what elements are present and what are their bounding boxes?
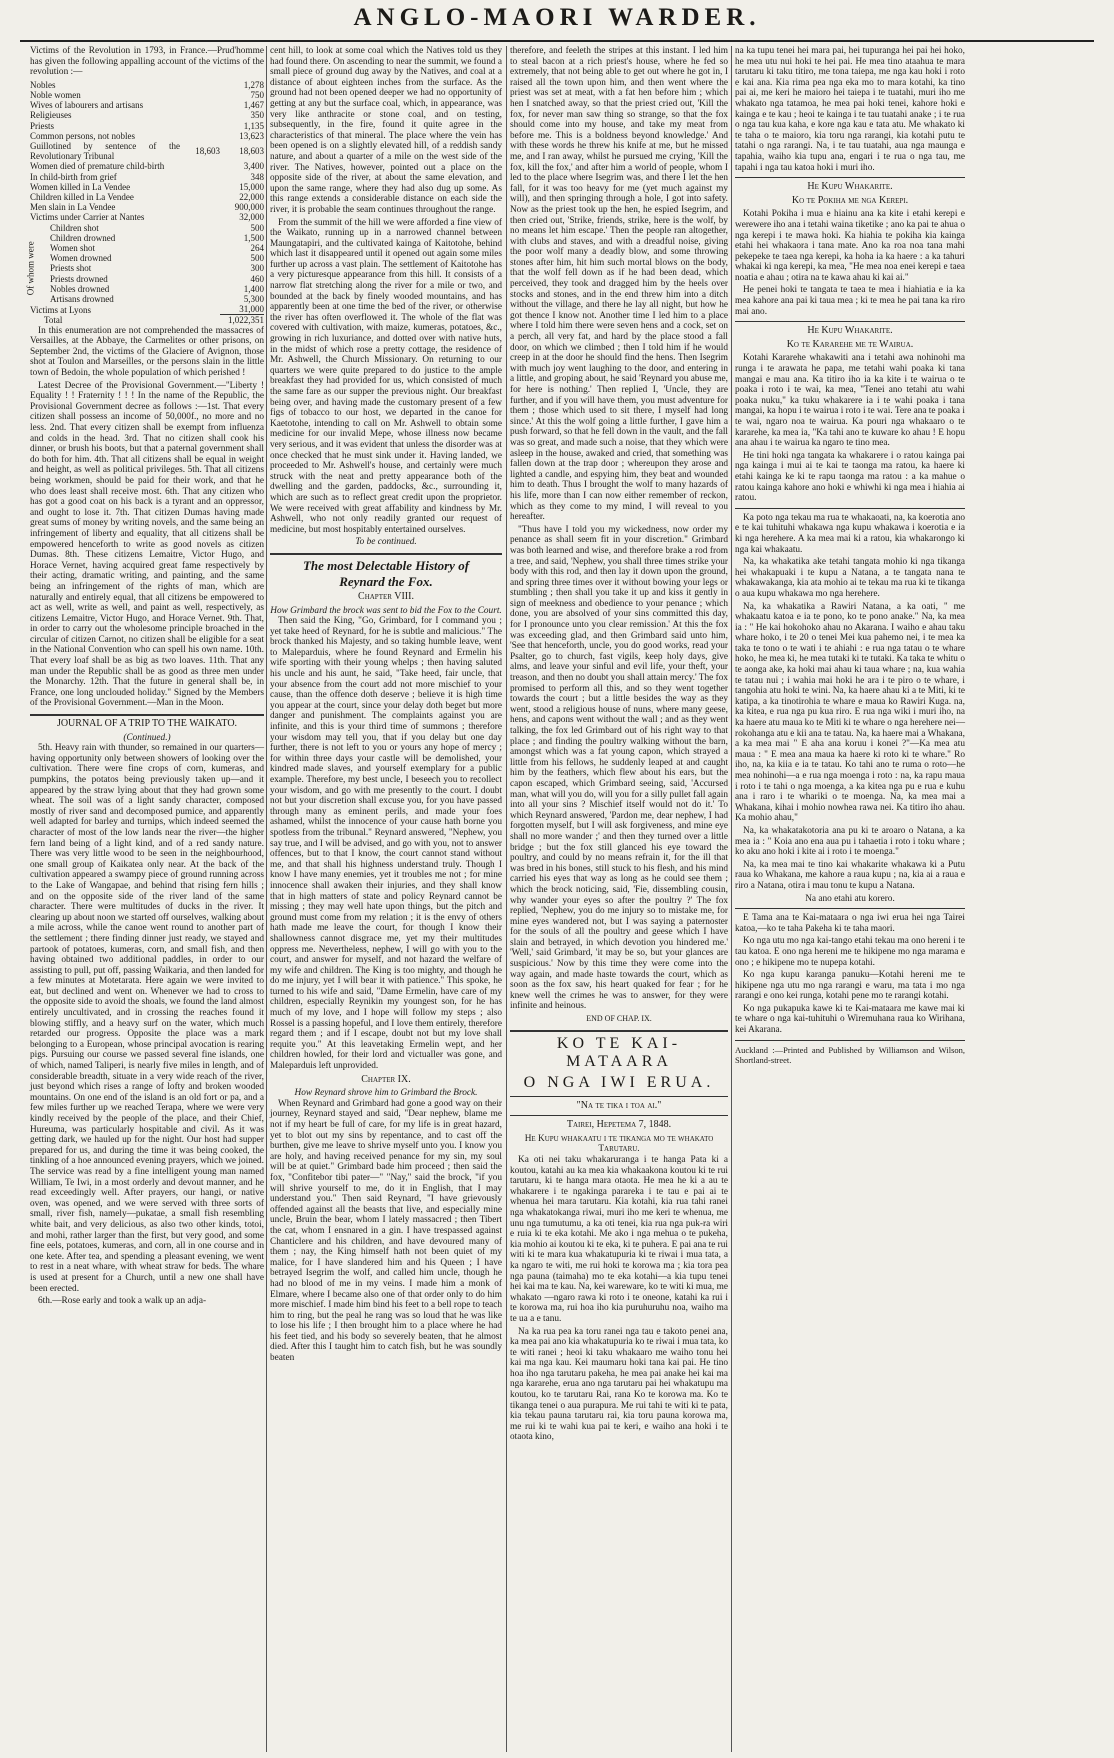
stat-total: 18,603 xyxy=(239,146,264,157)
chapter-9-subtitle: How Reynard shrove him to Grimbard the Brock. xyxy=(294,1088,478,1099)
stat-label: Women shot xyxy=(50,243,96,254)
fable-2-subtitle: Ko te Kararehe me te Wairua. xyxy=(786,338,914,350)
stat-row xyxy=(30,110,264,120)
court-story-5: Na, ka mea mai te tino kai whakarite whakawa ki a Putu raua ko Whakana, me kahore a raua kupu ; na, kia ai a raua e riro a Natana, otira i mau tonu te kupu a Natana. xyxy=(735,859,965,891)
fable-2-text: Kotahi Kararehe whakawiti ana i tetahi awa nohinohi ma runga i te arawata he papa, me tetahi wahi poaka ki tana mangai e mau ana. Ka titiro iho ia ka kite i te wairua o te poaka i roto i te wai, ka mea, "Tenei ano tetahi atu wahi poaka nuku," ka tuku whakarere ia i te wahi poaka i tana mangai, ka hopu i te wairua i roto i te wai. Tere ana te poaka i te wai, ngaro noa te wairua. Ka pouri nga whakaaro o te kararehe, ka mea ia, "Ka tahi ano te kuware ko ahau ! E hopu ana ahau i te wairua ka ngaro te tino mea. xyxy=(735,353,965,449)
motto-rule xyxy=(510,1115,728,1116)
total-row: Total 1,022,351 xyxy=(44,315,264,326)
stat-total: 22,000 xyxy=(239,192,264,203)
chapter-9-heading: Chapter IX. xyxy=(361,1073,411,1085)
court-story-2: Na, ka whakatika ake tetahi tangata mohio ki nga tikanga hei whakapuaki i te kupu a Natana, a te tangata nana te whakawakanga, kia ata mohio ai te tekau ma rua ki te tikanga o aua kupu whakawa mo nga herehere. xyxy=(735,557,965,599)
stat-label: Men slain in La Vendee xyxy=(30,202,116,213)
stat-label: Wives of labourers and artisans xyxy=(30,100,144,111)
stat-value: 1,135 xyxy=(243,120,264,131)
maori-title-line-1: KO TE KAI-MATAARA xyxy=(556,1034,682,1070)
notice-2: Ko nga utu mo nga kai-tango etahi tekau ma ono hereni i te tau katoa. E ono nga hereni me te hikipene mo nga marama e ono ; e hikipene mo te nupepa kotahi. xyxy=(735,936,965,968)
journal-6th: 6th.—Rose early and took a walk up an adja- xyxy=(38,1296,207,1307)
stat-value: 1,278 xyxy=(243,79,264,90)
stat-value: 1,500 xyxy=(243,232,264,243)
stat-value: 460 xyxy=(250,273,264,284)
stat-row xyxy=(30,161,264,171)
stat-row xyxy=(30,141,264,161)
stat-row xyxy=(50,223,264,233)
stat-label: Women drowned xyxy=(50,253,112,264)
stat-value xyxy=(180,172,220,182)
masthead: ANGLO-MAORI WARDER. xyxy=(353,4,761,31)
maori-paragraph-1: Ka oti nei taku whakaruranga i te hanga Pata ki a koutou, katahi au ka mea kia whakaakona koutou ki te rui tarutaru, ki te hanga mara otaota. He mea he ki a au te whakarere i te ngakinga parareka i te tau e pai ai te whenua hei mara tarutaru. Kia kotahi, kia rua tahi ranei nga whakatokanga riwai, muri iho me keri te whenua, me unu nga tumutumu, a ka oti tenei, kia rua nga puk-ra wiri e ruia ki te eka kotahi. Me ako i nga mehua o te pukeha, kia mohio ai koutou ki te eka, ki te puhera. E pai ana te rui witi ki te mara kua whakatupuria ki te riwai i mua tata, a ka ngaro te witi, me rui hoki te korowa ma ; kia tora pea nga pauna (taimaha) mo te eka kotahi—a kia tupu tenei hei kai ma te kau. Na, kei wareware, ko te witi ki mua, me whakato —ngaro rawa ki roto i te oneone, katahi ka rui i te korowa ma, rui hoa iho kia puruhuruhu noa, waiho ma te ua a e tanu. xyxy=(510,1155,728,1324)
stat-value: 1,400 xyxy=(243,283,264,294)
notice-4: Ko nga pukapuka kawe ki te Kai-mataara me kawe mai ki te whare o nga kai-tuhituhi o Wiremuhana raua ko Wirihana, kei Akarana. xyxy=(735,1003,965,1036)
lyons-row: Victims at Lyons 31,000 xyxy=(30,304,264,315)
maori-continuation: na ka tupu tenei hei mara pai, hei tupuranga hei pai hei hoko, he mea utu nui hoki te hei pai. He mea tino ataahua te mara tarutaru ki taku titiro, me tona taiepa, me nga kau hoki i roto e kai ana. Kia rima pea nga eka mo to mara kotahi, ka tino pai ai, me keri he maioro hei taiepa i te tuatahi, muri iho me whakato nga tatamoa, he mea pai hoki tenei, kahore hoki e kainga e te kau ; heoi te kainga i te tau tuatahi anake ; i te rua o nga tau kua kaha, e kore nga kau e tata atu. Me whakato ki te taha o te maioro, kia toru nga rarangi, kia kotahi putu te tatahi o nga rarangi. Na, i te tau tuatahi, aua nga maunga e tapahia, waiho kia tupu ana, engari i te rua o nga tau, me tapahi i nga tau katoa hoki i muri iho. xyxy=(735,46,965,173)
journal-continuation-2: From the summit of the hill we were afforded a fine view of the Waikato, running up in a narrowed channel between Maungatapiri, and the cultivated kainga of Kaitotohe, behind which last it disappeared until it opened out again some miles further up across a vast plain. The settlement of Kaitotohe has a very picturesque appearance from this hill. It consists of a narrow flat stretching along the river for a mile or two, and bounded at the back by finely wooded mountains, and has apparently been at one time the bed of the river, or otherwise the river has often overflowed it. The whole of the flat was covered with cultivation, with maize, kumeras, potatoes, &c., growing in rich luxuriance, and dotted over with native huts, in the midst of which rose a pretty cottage, the residence of Mr. Ashwell, the Church Missionary. On returning to our quarters we were quite prepared to do justice to the ample breakfast they had provided for us, which consisted of much the same fare as our supper the previous night. Our breakfast being over, and having made the customary present of a few figs of tobacco to our host, we departed in the canoe for Kaetotohe, intending to call on Mr. Ashwell to obtain some medicine for our invalid Mepe, whose illness now became very serious, and it was evident that unless the disorder was at once checked that he must sink under it. Having landed, we proceeded to Mr. Ashwell's house, and certainly were much struck with the neat and pretty appearance both of the dwelling and the garden, paddocks, &c., surrounding it, which are such as to reflect great credit upon the proprietor. We were received with great affability and kindness by Mr. Ashwell, who not only readily granted our request of medicine, but most hospitably entertained ourselves. xyxy=(270,217,502,535)
fable-1-heading: He Kupu Whakarite. xyxy=(807,181,893,193)
stat-label: Children shot xyxy=(50,222,99,233)
stat-row xyxy=(30,202,264,212)
stat-row xyxy=(50,233,264,243)
section-rule xyxy=(735,321,965,322)
victims-table-c xyxy=(50,223,264,305)
stat-total: 348 xyxy=(250,171,264,182)
stat-label: Nobles drowned xyxy=(50,283,110,294)
stat-total: 32,000 xyxy=(239,212,264,223)
victims-table-totals xyxy=(30,304,264,325)
stat-row xyxy=(30,80,264,90)
stat-value: 500 xyxy=(250,253,264,264)
stat-value xyxy=(180,161,220,171)
stat-row xyxy=(30,100,264,110)
stat-value: 13,623 xyxy=(239,130,264,141)
maori-paragraph-2: Na ka rua pea ka toru ranei nga tau e takoto penei ana, ka mea pai ano kia whakatupuria ko te riwai i mua tata, ko te witi ranei ; heoi ki taku whakaaro me waiho tonu hei kai ma nga kau. Kei maumaru hoki tana kai pai. He tino hoa iho nga tarutaru pakeha, he mea pai anake hei kai ma nga kararehe, erua ano nga tarutaru pai hei whakatupu ma koutou, ko te tarutaru Rai, rana Ko te korowa ma. Ko te tikanga tenei o aua purapura. Me rui tahi te witi ki te pata, kia tekau pauna tarutaru rai, kia toru pauna korowa ma, me rui ki te wahi kua pai te keri, e waiho ana hoki i te otaota kino, xyxy=(510,1326,728,1443)
journal-continued: (Continued.) xyxy=(123,732,171,743)
stat-row xyxy=(30,192,264,202)
stat-label: Religieuses xyxy=(30,110,72,121)
victims-brace-group xyxy=(25,222,264,305)
stat-value: 5,300 xyxy=(243,294,264,305)
stat-row xyxy=(30,172,264,182)
fable-2-heading: He Kupu Whakarite. xyxy=(807,325,893,337)
column-4 xyxy=(735,46,965,1752)
section-rule xyxy=(30,714,264,716)
end-of-chapter: END OF CHAP. IX. xyxy=(586,1014,652,1024)
stat-label: Children drowned xyxy=(50,232,116,243)
journal-title: JOURNAL OF A TRIP TO THE WAIKATO. xyxy=(56,718,238,730)
stat-value: 300 xyxy=(250,263,264,274)
section-rule xyxy=(735,508,965,509)
story-title-line-1: The most Delectable History of xyxy=(302,557,470,573)
maori-title-line-2: O NGA IWI ERUA. xyxy=(523,1073,715,1091)
decree-paragraph: Latest Decree of the Provisional Government.—"Liberty ! Equality ! ! Fraternity ! ! ! In the name of the Republic, the Provisional Government decree as follows :—1st. That every citizen shall possess an income of 50,000f., no more and no less. 2nd. That every citizen shall be exempt from influenza and colds in the head. 3rd. That no citizen shall cook his dinner, or brush his boots, but that a paternal government shall do both for him. 4th. That all citizens shall be equal in weight and height, as well as political privileges. 5th. That all citizens being workmen, should be paid for their work, and that he who does least shall receive most. 6th. That any citizen who has got a good coat on his back is a tyrant and an oppressor, and ought to lose it. 7th. That citizen Dumas having made great sums of money by writing novels, and the same being an infringement of liberty and equality, that all citizens shall be empowered henceforth to write as good novels as citizen Dumas. 8th. These citizens Lemaitre, Victor Hugo, and Horace Vernet, having acquired great fame respectively by their acting, dramatic writing, and painting, and the same being an infringement of the rights of man, which are naturally and entirely equal, that all citizens be empowered to act as well, write as well, and paint as well, respectively, as citizens Lemaitre, Victor Hugo, and Horace Vernet. 9th. That, in order to carry out the wholesome principle broached in the circular of citizen Carnot, no citizen shall be eligible for a seat in the National Convention who can spell his own name. 10th. That every loaf shall be as big as two loaves. 11th. That any man under the Republic shall be as good as three men under the Monarchy. 12th. That the future in general shall be, in France, one long unclouded holiday." Signed by the Members of the Provisional Government.—Man in the Moon. xyxy=(30,380,264,709)
notice-3: Ko nga kupu karanga panuku—Kotahi hereni me te hikipene nga utu mo nga rarangi e waru, ma tata i mo nga rarangi e ono kei runga, kotahi pene mo te rarangi kotahi. xyxy=(735,970,965,1002)
fable-1-moral: He penei hoki te tangata te taea te mea i hiahiatia e ia ka mea kahore ana pai ki taua mea ; ki te mea he pai tana ka riro mai ano. xyxy=(735,285,965,317)
stat-value: 1,467 xyxy=(243,100,264,111)
journal-5th: 5th. Heavy rain with thunder, so remained in our quarters—having opportunity only between showers of looking over the cultivation. There were fine crops of corn, kumeras, and pumpkins, the potatos being previously taken up—and it appeared by the straw lying about that they had grown some wheat. The soil was of a light sandy character, composed mostly of river sand and decomposed pumice, and apparently well adapted for barley and turnips, which indeed seemed the character of most of the low lands near the river—the higher fern land being of a light kind, and of a red sandy nature. There was very little wood to be seen in the neighbourhood, one small group of Kaikatea only near. At the back of the cultivation appeared a swampy piece of ground running across to the Lake of Wangapae, and behind that rising fern hills ; and on the opposite side of the river land of the same character. There were multitudes of ducks in the river. It clearing up about noon we started off ourselves, walking about a mile across, while the canoe went round to another part of the settlement ; there finding dinner just ready, we stayed and partook of potatoes, kumeras, corn, and small fish, and then having obtained two additional paddles, in order to our assisting to pull, put off, passing Waikaria, and then landed for a few minutes at Motetarata. Here again we were invited to eat, but declined and went on. Whenever we had to cross to the opposite side to avoid the shoals, we found the land almost entirely uncultivated, and in crossing the reaches found it blowing stiffly, and a heavy surf on the water, which much retarded our progress. Opposite the place was a mark belonging to a European, whose principal avocation is rearing pigs. Pursuing our course we passed several fine islands, one of which, named Taliperi, is nearly five miles in length, and of considerable breadth, situate in a very wide reach of the river, just beyond which rises a range of lofty and broken wooded mountains. On one end of the island is an old fort or pa, and a few miles further up we reached Terapa, where we were very kindly received by the people of the place, and their Chief, Hureuma, was particularly hospitable and civil. As it was getting dark, we hauled up for the night. Our host had supper prepared for us, and during the time it was being cooked, the tinkling of a hoe announced evening prayers, which we joined. The service was read by a fine intelligent young man named William, Te Iwi, in a most orderly and devout manner, and he read exceedingly well. After prayers, our hangi, or native oven, was opened, and we were served with three sorts of small, river fish, namely—pukatae, a small fish resembling white bait, and very delicious, as also two other kinds, totoi, and mohi, rather larger than the first, but very good, and some fine eels, potatoes, kumeras, and corn, all in one course and in one kete. After tea, and spending a pleasant evening, we went to rest in a neat whare, with wheat straw for beds. The whare is used at present for a Church, until a new one shall have been erected. xyxy=(30,743,264,1294)
chapter-9-continuation: therefore, and feeleth the stripes at this instant. I led him to steal bacon at a rich priest's house, where he fed so extremely, that not being able to get out where he got in, I raised all the town upon him, and then went where the priest was set at meat, with a fat hen before him ; which hen I snatched away, so that the priest cried out, 'Kill the fox, for never man saw thing so strange, so that the fox should come into my house, and take my meat from before me. This is a boldness beyond knowledge.' And with these words he threw his knife at me, but he missed me, and I ran away, whilst he pursued me crying, 'Kill the fox, kill the fox,' and after him a world of people, whom I led to the place where Isegrim was, and there I let the hen fall, for it was too heavy for me (yet much against my will), and then springing through a hole, I got into safety. Now as the priest took up the hen, he espied Isegrim, and then cried out, 'Strike, friends, strike, here is the wolf, by no means let him escape.' Then the people ran altogether, with clubs and staves, and with a dreadful noise, giving the poor wolf many a deadly blow, and some throwing stones after him, hit him such mortal blows on the body, that the wolf fell down as if he had been dead, which perceived, they took and dragged him by the heels over stocks and stones, and in the end threw him into a ditch without the village, and there he lay all night, but how he got thence I know not. Another time I led him to a place where I told him there were seven hens and a cock, set on a perch, all very fat, and hard by the place stood a fall door, on which we climbed ; then I told him if he would creep in at the door he should find the hens. Then Isegrim with much joy went laughing to the door, and entering in a little, and groping about, he said 'Reynard you abuse me, for here is nothing.' Then replied I, 'Uncle, they are further, and if you will have them, you must adventure for them ; those which used to sit there, I myself had long since.' At this the wolf going a little further, I gave him a push forward, so that he fell down in the vault, and the fall was so great, and made such a noise, that they which were asleep in the house, awaked and cried, that something was fallen down at the trap door ; whereupon they arose and lighted a candle, and espying him, they beat and wounded him to death. Thus I brought the wolf to many hazards of his life, more than I can now either remember of reckon, which as they come to my mind, I will reveal to you hereafter. xyxy=(510,46,728,523)
stat-total: 15,000 xyxy=(239,181,264,192)
stat-value: 500 xyxy=(250,222,264,233)
stat-row xyxy=(30,131,264,141)
stat-label: In child-birth from grief xyxy=(30,171,117,182)
stat-label: Priests drowned xyxy=(50,273,108,284)
column-1 xyxy=(25,46,264,1752)
journal-continuation: cent hill, to look at some coal which the Natives told us they had found there. On ascending to near the summit, we found a small piece of ground dug away by the Natives, and coal at a distance of about eighteen inches from the surface. As the ground had not been opened deeper we had no opportunity of getting at any but the surface coal, which, in appearance, was very like anthracite or stone coal, and on testing, subsequently, in the fire, found it quite agree in the characteristics of that mineral. The place where the vein has been opened is on a slightly elevated hill, of a reddish sandy nature, and about a quarter of a mile on the west side of the river. The Natives, however, pointed out a place on the opposite side of the river, at about the same elevation, and upon the same range, where they had also dug up some. As this range extends a considerable distance on each side the river, it is probable the seam continues throughout the range. xyxy=(270,46,502,215)
stat-row xyxy=(50,274,264,284)
stat-value xyxy=(180,212,220,222)
court-story-6: Na ano etahi atu korero. xyxy=(805,893,895,904)
stat-value xyxy=(180,202,220,212)
stat-label: Victims under Carrier at Nantes xyxy=(30,212,145,223)
fable-2-moral: He tini hoki nga tangata ka whakarere i o ratou kainga pai nga kainga i mui ai te kai te taonga ma ratou, ka haere ki etahi kainga ke ki te rapu taonga ma ratou : a ka mahue o ratou kainga kahore ano hoki e whiwhi ki nga mea i hiahia ai ratou. xyxy=(735,450,965,504)
stat-label: Priests shot xyxy=(50,263,92,274)
chapter-9-text: When Reynard and Grimbard had gone a good way on their journey, Reynard stayed and said, "Dear nephew, blame me not if my heart be full of care, for my life is in great hazard, yet to blot out my sins by repentance, and to cast off the burthen, give me leave to shrive myself unto you. I know you are holy, and having received penance for my sin, my soul will be at quiet." Grimbard bade him proceed ; then said the fox, "Confitebor tibi pater—" "Nay," said the brock, "if you will shrive yourself to me, do it in English, that I may understand you." Then said Reynard, "I have grievously offended against all the beasts that live, and especially mine uncle, Bruin the bear, whom I lately massacred ; then Tibert the cat, whom I ensnared in a gin. I have trespassed against Chanticlere and his children, and have devoured many of them ; nay, the King himself hath not been quiet of my malice, for I have slandered him and his Queen ; I have betrayed Isegrim the wolf, and called him uncle, though he had no blood of me in my veins. I made him a monk of Elmare, where I became also one of that order only to do him more mischief. I made him bind his feet to a bell rope to teach him to ring, but the peal he rang was so loud that he was like to lose his life ; I then brought him to a place where he had his feet tied, and his body so severely beaten, that he almost died. After this I taught him to catch fish, but he was soundly beaten xyxy=(270,1098,502,1364)
column-2 xyxy=(270,46,502,1752)
dateline: Tairei, Hepetema 7, 1848. xyxy=(566,1119,672,1131)
stat-row xyxy=(30,212,264,222)
imprint-rule xyxy=(735,1040,965,1041)
stat-label: Children killed in La Vendee xyxy=(30,192,134,203)
motto: "Na te tika i toa ai." xyxy=(576,1099,662,1111)
stat-label: Nobles xyxy=(30,79,56,90)
stat-label: Priests xyxy=(30,120,55,131)
stat-row xyxy=(50,294,264,304)
stat-label: Guillotined by sentence of the Revolutionary Tribunal xyxy=(30,141,180,162)
stat-row xyxy=(30,121,264,131)
section-rule xyxy=(735,177,965,178)
kupu-heading: He Kupu whakaatu i te tikanga mo te whakato Tarutaru. xyxy=(524,1133,714,1155)
brace-label: Of whom were xyxy=(25,241,36,296)
court-story-4: Na, ka whakatakotoria ana pu ki te aroaro o Natana, a ka mea ia : " Koia ano ena aua pu i tahaetia i roto i toku whare ; ko aku ano hoki i kite ai i roto i te moenga." xyxy=(735,825,965,858)
stat-label: Women killed in La Vendee xyxy=(30,181,131,192)
court-story-3: Na, ka whakatika a Rawiri Natana, a ka oati, " me whakaatu katoa e ia te pono, ko te pono anake." Na, ka mea ia : " He kai hokohoko ahau no Akarana. I waiho e ahau taku whare hoko, i te 20 o tenei Mei kua pahemo nei, i te mea ka taka te tono o te wati i te ahiahi : e rua nga tatau o te whare hoko, he mea ki, he mea tutaki ki te tutaki. Ka taka te whitu o te aonga ake, ka hoki mai ahau ki taua whare ; na, kua wahia te tatau nui ; i wahia mai hoki he ara i te piro o te whare, i tangohia atu hoki te wini. Na, ka haere ahau ki a te Miti, ki te katipa, a ka tinotirohia te whare e maua ko Rawiri Kuga. na, ka kitea, e rua nga pu kua riro. E rua nga wiki i muri iho, na ka haere atu maua ko te Miti ki te whare o nga herehere nei—rokohanga atu e kii ana te tatau. Na, ka haere mai a Whakana, a ka mea mai " E aha ana koruu i konei ?"—Ka mea atu maua : " E mea ana maua ka haere ki roto ki te whare." Ro iho, na, ka kiia e ia te tatau. Ko tahi ano te ruma o roto—he mea nohinohi—a e rua nga moenga i roto : na, ka rapu maua i roto i te tahi o nga moenga, a ka kitea nga pu e rua e kuhu ana i raro i te whariki o te moenga. Na, ka mea mai a Whakana, kihai i mohio nowhea rawa nei. Ka titiro iho ahau. Ka mohio ahau," xyxy=(735,601,965,824)
stat-value: 750 xyxy=(250,89,264,100)
notice-1: E Tama ana te Kai-mataara o nga iwi erua hei nga Tairei katoa,—ko te taha Pakeha ki te taha maori. xyxy=(735,913,965,934)
chapter-8-text: Then said the King, "Go, Grimbard, for I command you ; yet take heed of Reynard, for he is subtle and malicious." The brock thanked his Majesty, and so taking humble leave, went to Maleparduis, where he found Reynard and Ermelin his wife sporting with their young whelps ; then having saluted his uncle and his aunt, he said, "Take heed, fair uncle, that your absence from the court add not more mischief to your cause, than the offence doth deserve ; believe it is high time you appear at the court, since your delay doth beget but more danger and punishment. The complaints against you are infinite, and this is your third time of summons ; therefore your wisdom may tell you, that if you delay but one day further, there is not left to you or yours any hope of mercy ; for within three days your castle will be demolished, your kindred made slaves, and yourself exemplary for a public example. Therefore, my best uncle, I beseech you to recollect your wisdom, and go with me presently to the court. I doubt not but your discretion shall excuse you, for you have passed through many as eminent perils, and made your foes ashamed, whilst the innocence of your cause hath borne you spotless from the tribunal." Reynard answered, "Nephew, you say true, and I will be advised, and go with you, not to answer offences, but to that I know, the court cannot stand without me, and that shall his highness understand truly. Though I know I have many enemies, yet it troubles me not ; for mine innocence shall awaken their injuries, and they shall know that in high matters of state and policy Reynard cannot be missing ; they may well hate upon things, but the pitch and ground must come from my relation ; it is the envy of others hath made me leave the court, for though I know their shallowness cannot disgrace me, yet my their multitudes oppress me. Nevertheless, nephew, I will go with you to the court, and answer for myself, and not hazard the welfare of my wife and children. The King is too mighty, and though he do me injury, yet I will bear it with patience." This spoke, he turned to his wife and said, "Dame Ermelin, have care of my children, especially Reynikin my youngest son, for he has much of my love, and I hope will follow my steps ; also Rossel is a passing hopeful, and I love them entirely, therefore regard them ; and if I escape, doubt not but my love shall requite you." At this leavetaking Ermelin wept, and her children howled, for their lord and victualler was gone, and Maleparduis left unprovided. xyxy=(270,616,502,1072)
stat-row xyxy=(50,243,264,253)
story-title-line-2: Reynard the Fox. xyxy=(339,573,433,589)
fable-1-text: Kotahi Pokiha i mua e hiainu ana ka kite i etahi kerepi e werewere iho ana i tetahi waina tiketike ; ano ka pai te ahua o nga kerepi i te mawa hoki. Ka hiahia te pokiha kia kainga etahi hei whakaora i tana mate. Ano ka roa noa tana mahi pekepeke te taea nga kerepi, ka hoha ia ka haere : a ka tahuri whakai ki nga kerepi, ka mea, "He mea noa enei kerepi e taea noatia e ahau ; otira na te kawa ahau ki kai ai." xyxy=(735,209,965,283)
court-story-1: Ka poto nga tekau ma rua te whakaoati, na, ka koerotia ano e te kai tuhituhi whakawa nga kupu whakawa i koerotia e ia ki nga herehere. A ka mea mai ki a ratou, kia whakarongo ki nga kai whakaatu. xyxy=(735,512,965,555)
to-be-continued: To be continued. xyxy=(355,537,417,548)
stat-row xyxy=(30,182,264,192)
column-divider xyxy=(506,46,507,1752)
stat-value: 264 xyxy=(250,243,264,254)
stat-label: Noble women xyxy=(30,89,81,100)
masthead-rule xyxy=(20,40,1094,42)
stat-row xyxy=(50,253,264,263)
stat-row xyxy=(50,284,264,294)
column-divider xyxy=(266,46,267,1752)
chapter-8-subtitle: How Grimbard the brock was sent to bid the Fox to the Court. xyxy=(270,605,502,616)
stat-value xyxy=(180,182,220,192)
imprint: Auckland :—Printed and Published by Williamson and Wilson, Shortland-street. xyxy=(735,1044,965,1066)
stat-value: 18,603 xyxy=(195,146,220,157)
stat-value xyxy=(180,192,220,202)
column-divider xyxy=(731,46,732,1752)
stat-label: Common persons, not nobles xyxy=(30,130,135,141)
section-rule xyxy=(510,1030,728,1032)
chapter-8-heading: Chapter VIII. xyxy=(358,590,414,602)
victims-intro: Victims of the Revolution in 1793, in France.—Prud'homme has given the following appalling account of the victims of the revolution :— xyxy=(30,46,264,78)
stat-total: 3,400 xyxy=(243,161,264,172)
stat-label: Women died of premature child-birth xyxy=(30,161,165,172)
enumeration-note: In this enumeration are not comprehended the massacres of Versailles, at the Abbaye, the Carmelites or other prisons, on September 2nd, the victims of the Glaciere of Avignon, those shot at Toulon and Marseilles, or the persons slain in the little town of Bedoin, the whole population of which perished ! xyxy=(30,325,264,379)
chapter-9-continuation-2: "Thus have I told you my wickedness, now order my penance as shall seem fit in your discretion." Grimbard was both learned and wise, and therefore brake a rod from a tree, and said, 'Nephew, you shall three times strike your body with this rod, and then lay it down upon the ground, and spring three times over it without bowing your legs or stumbling ; then shall you take it up and kiss it gently in sign of meekness and obedience to your penance ; which done, you are absolved of your sins committed this day, for I pronounce unto you clear remission.' At this the fox was exceeding glad, and then Grimbard said unto him, 'See that henceforth, uncle, you do good works, read your Psalter, go to church, fast vigils, keep holy days, give alms, and leave your sinful and evil life, your theft, your treason, and then no doubt you shall attain mercy.' The fox promised to perform all this, and so they went together towards the court ; but a little besides the way as they went, stood a religious house of nuns, where many geese, hens, and capons went without the wall ; and as they went talking, the fox led Grimbard out of his right way to that place ; and finding the poultry walking without the barn, amongst which was a fat young capon, which strayed a little from his fellows, he suddenly leaped at and caught him by the feathers, which flew about his ears, but the capon escaped, which Grimbard seeing, said, 'Accursed man, what will you do, will you for a silly pullet fall again into all your sins ? Mischief itself would not do it.' To which Reynard answered, 'Pardon me, dear nephew, I had forgotten myself, but I will ask forgiveness, and mine eye shall no more wander ;' and then they turned over a little bridge ; but the fox still glanced his eye toward the poultry, and could by no means refrain it, for the ill that was bred in his bones, still stuck to his flesh, and his mind carried his eyes that way as long as he could see them ; which the brock noticing, said, 'Fie, dissembling cousin, why wander your eyes so after the poultry ?' The fox replied, 'Nephew, you do me injury so to mistake me, for mine eyes wandered not, but I was saying a paternoster for the souls of all the poultry and geese which I have slain and betrayed, in which devotion you hindered me.' 'Well,' said Grimbard, 'it may be so, but your glances are suspicious.' Now by this time they were come into the way again, and made haste towards the court, which as soon as the fox saw, his heart quaked for fear ; for he knew well the crimes he was to answer, for they were infinite and heinous. xyxy=(510,524,728,1012)
stat-label: Artisans drowned xyxy=(50,294,114,305)
section-rule xyxy=(270,553,502,555)
stat-total: 900,000 xyxy=(234,202,264,213)
fable-1-subtitle: Ko te Pokiha me nga Kerepi. xyxy=(791,194,909,206)
victims-table-b xyxy=(30,141,264,223)
column-3 xyxy=(510,46,728,1752)
section-rule xyxy=(735,908,965,909)
stat-row xyxy=(30,90,264,100)
victims-table-a xyxy=(30,80,264,141)
stat-row xyxy=(50,263,264,273)
title-rule xyxy=(510,1096,728,1097)
stat-value: 350 xyxy=(250,110,264,121)
